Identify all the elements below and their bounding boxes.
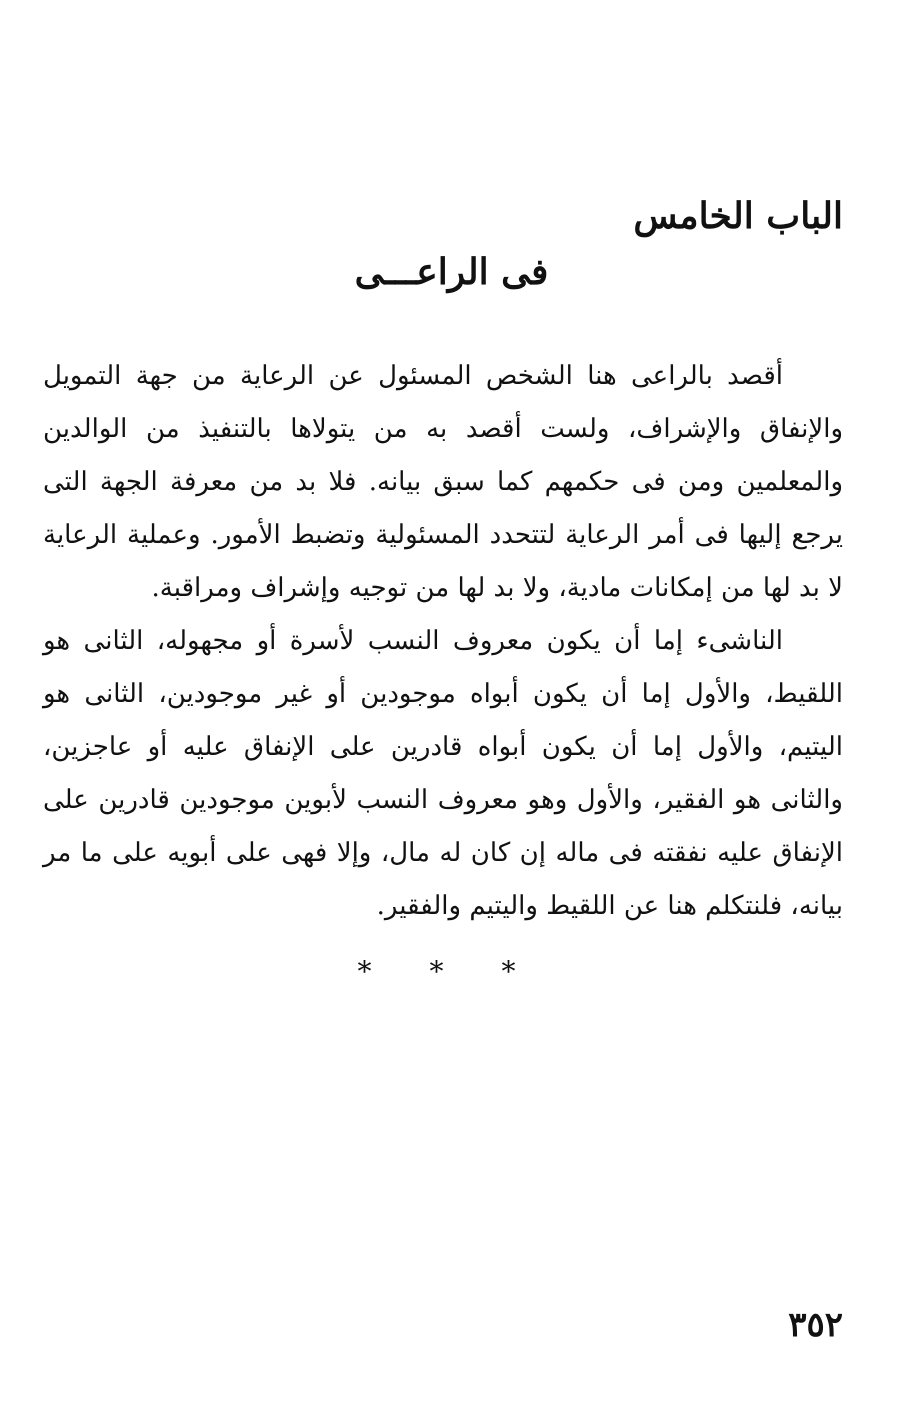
body-text [43,350,843,933]
separator-asterisk: * [501,955,546,988]
section-separator [0,955,903,988]
page-number: ٣٥٢ [788,1305,843,1345]
separator-asterisk: * [357,955,402,988]
separator-asterisk: * [429,955,474,988]
chapter-title: فى الراعـــى [354,251,549,293]
paragraph-1: أقصد بالراعى هنا الشخص المسئول عن الرعاية من جهة التمويل والإنفاق والإشراف، ولست أقصد به من يتولاها بالتنفيذ من الوالدين والمعلمين ومن فى حكمهم كما سبق بيانه. فلا بد من معرفة الجهة التى يرجع إليها فى أمر الرعاية لتتحدد المسئولية وتضبط الأمور. وعملية الرعاية لا بد لها من إمكانات مادية، ولا بد لها من توجيه وإشراف ومراقبة. [43,361,843,603]
paragraph-2: الناشىء إما أن يكون معروف النسب لأسرة أو مجهوله، الثانى هو اللقيط، والأول إما أن يكون أبواه موجودين أو غير موجودين، الثانى هو اليتيم، والأول إما أن يكون أبواه قادرين على الإنفاق عليه أو عاجزين، والثانى هو الفقير، والأول وهو معروف النسب لأبوين موجودين قادرين على الإنفاق عليه نفقته فى ماله إن كان له مال، وإلا فهى على أبويه على ما مر بيانه، فلنتكلم هنا عن اللقيط واليتيم والفقير. [43,626,843,921]
chapter-heading: الباب الخامس [633,195,843,237]
